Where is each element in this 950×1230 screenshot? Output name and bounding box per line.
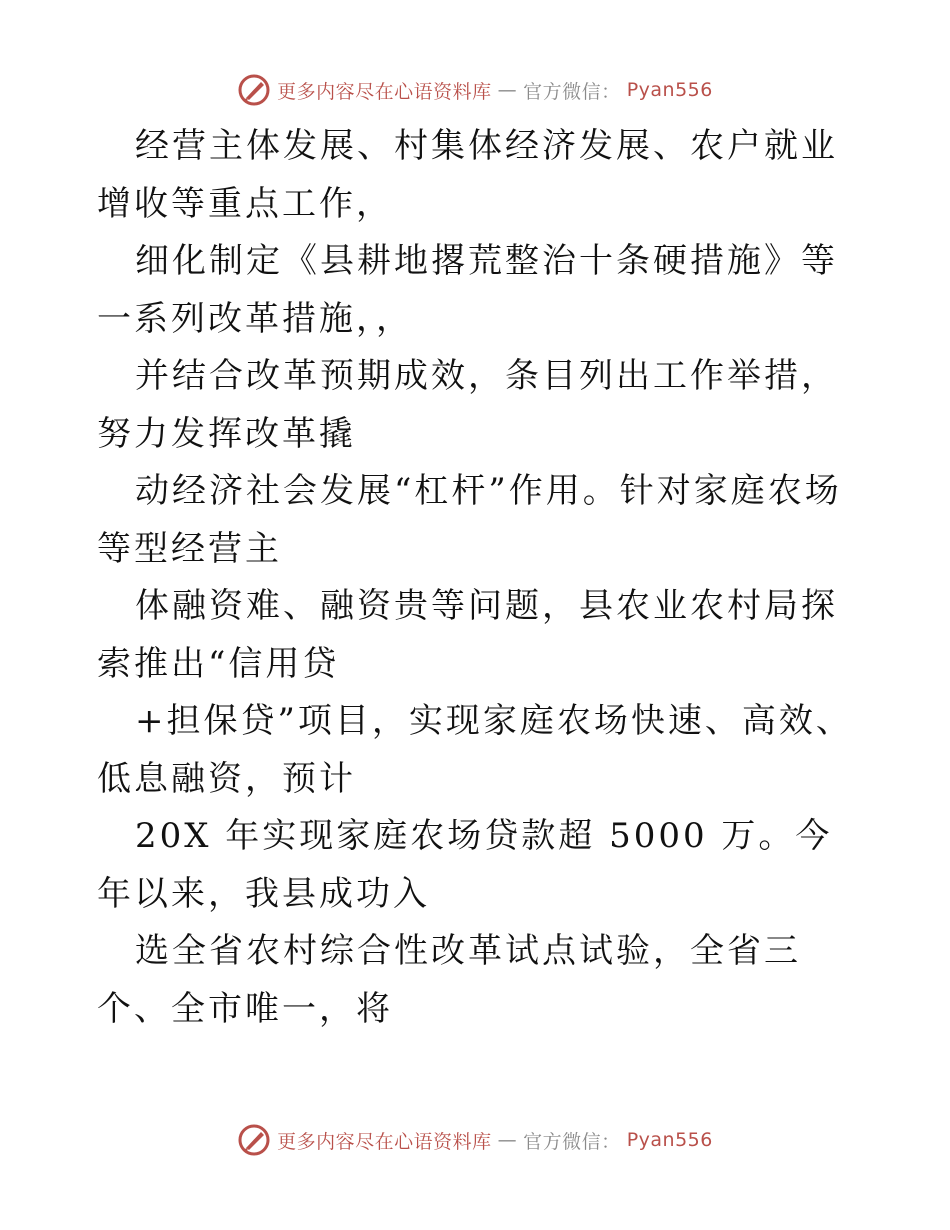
document-body — [97, 118, 867, 1038]
paragraph: 动经济社会发展“杠杆”作用。针对家庭农场等型经营主 — [97, 471, 842, 569]
footer-watermark — [0, 1120, 950, 1160]
watermark-separator: — — [497, 79, 518, 101]
watermark-wechat-id: Pyan556 — [626, 1129, 713, 1151]
watermark-wechat-label: 官方微信： — [523, 1130, 621, 1153]
quill-pen-logo-icon — [237, 73, 271, 107]
watermark-wechat-label: 官方微信： — [523, 80, 621, 103]
paragraph: 体融资难、融资贵等问题，县农业农村局探索推出“信用贷 — [97, 586, 838, 684]
paragraph: 并结合改革预期成效，条目列出工作举措，努力发挥改革撬 — [97, 356, 838, 454]
header-watermark — [0, 70, 950, 110]
paragraph: 细化制定《县耕地撂荒整治十条硬措施》等一系列改革措施，， — [97, 241, 838, 339]
watermark-wechat-id: Pyan556 — [626, 79, 713, 101]
watermark-separator: — — [497, 1129, 518, 1151]
quill-pen-logo-icon — [237, 1123, 271, 1157]
watermark-main-text: 更多内容尽在心语资料库 — [277, 80, 492, 103]
paragraph: +担保贷”项目，实现家庭农场快速、高效、低息融资，预计 — [97, 701, 853, 799]
paragraph: 20X 年实现家庭农场贷款超 5000 万。今年以来，我县成功入 — [97, 816, 833, 914]
paragraph: 选全省农村综合性改革试点试验，全省三个、全市唯一，将 — [97, 931, 801, 1029]
paragraph: 经营主体发展、村集体经济发展、农户就业增收等重点工作， — [97, 126, 838, 224]
watermark-main-text: 更多内容尽在心语资料库 — [277, 1130, 492, 1153]
